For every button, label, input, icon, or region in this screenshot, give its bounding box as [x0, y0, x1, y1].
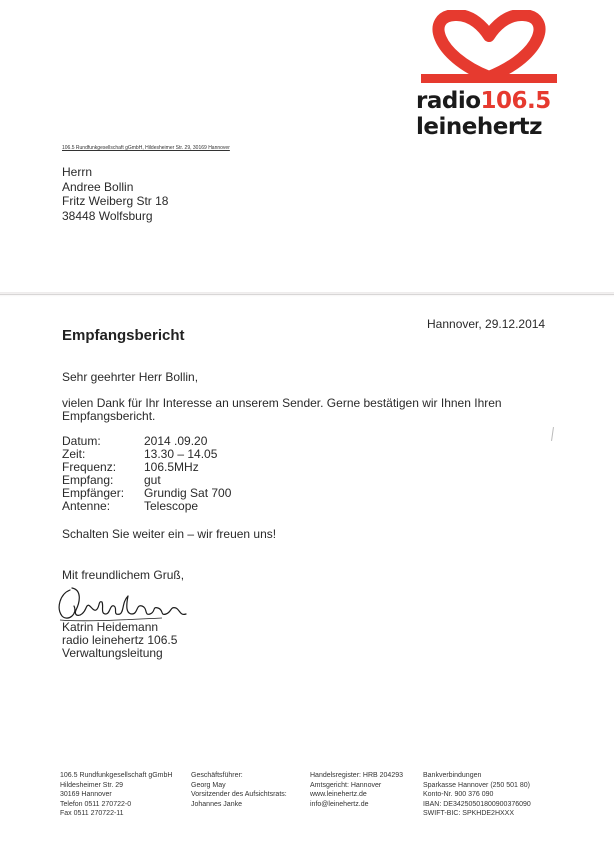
logo	[414, 10, 564, 145]
salutation: Sehr geehrter Herr Bollin,	[62, 370, 199, 384]
margin-mark	[551, 427, 554, 441]
intro-line: vielen Dank für Ihr Interesse an unserem Sender. Gerne bestätigen wir Ihnen Ihren	[62, 396, 502, 410]
recipient-line: 38448 Wolfsburg	[62, 208, 153, 223]
signatory-org: radio leinehertz 106.5	[62, 633, 178, 647]
signatory-name: Katrin Heidemann	[62, 620, 159, 634]
recipient-line: Fritz Weiberg Str 18	[62, 194, 169, 208]
letter-date: Hannover, 29.12.2014	[427, 317, 546, 331]
report-label: Datum:	[62, 434, 101, 448]
report-label: Frequenz:	[62, 460, 117, 474]
recipient-address	[62, 165, 168, 223]
signatory-role: Verwaltungsleitung	[62, 646, 163, 660]
footer-text: Konto-Nr. 900 376 090	[423, 791, 494, 798]
report-value: 13.30 – 14.05	[144, 447, 218, 461]
footer-text: Amtsgericht: Hannover	[310, 781, 382, 789]
report-row	[62, 500, 198, 513]
footer-company	[60, 771, 172, 819]
footer-text: 106.5 Rundfunkgesellschaft gGmbH	[60, 772, 173, 779]
letter-title: Empfangsbericht	[62, 327, 185, 344]
footer-text: Hildesheimer Str. 29	[60, 781, 124, 789]
intro-line: Empfangsbericht.	[62, 409, 156, 423]
footer-text: Telefon 0511 270722-0	[60, 800, 132, 808]
footer-text: Bankverbindungen	[423, 772, 482, 779]
report-value: Telescope	[144, 499, 199, 513]
footer-register	[310, 771, 403, 809]
logo-radio: radio	[416, 88, 481, 114]
footer-text: Johannes Janke	[191, 800, 242, 808]
report-value: 106.5MHz	[144, 460, 199, 474]
footer-text: Fax 0511 270722-11	[60, 810, 124, 817]
footer-text: IBAN: DE34250501800900376090	[423, 800, 531, 808]
footer-management	[191, 771, 287, 809]
footer-email[interactable]: info@leinehertz.de	[310, 800, 369, 808]
logo-frequency: 106.5	[480, 88, 551, 114]
report-label: Empfänger:	[62, 486, 125, 500]
footer-text: Sparkasse Hannover (250 501 80)	[423, 781, 531, 789]
footer-text: Vorsitzender des Aufsichtsrats:	[191, 791, 287, 798]
report-label: Antenne:	[62, 499, 111, 513]
recipient-line: Andree Bollin	[62, 179, 134, 194]
closing-line: Schalten Sie weiter ein – wir freuen uns!	[62, 527, 277, 541]
heart-icon	[414, 10, 564, 90]
footer-text: 30169 Hannover	[60, 791, 112, 798]
footer-bank	[423, 771, 531, 819]
report-value: Grundig Sat 700	[144, 486, 232, 500]
report-value: 2014 .09.20	[144, 434, 208, 448]
footer-text: SWIFT-BIC: SPKHDE2HXXX	[423, 810, 515, 817]
logo-leinehertz: leinehertz	[416, 114, 543, 140]
page-fold-line	[0, 294, 614, 295]
footer-text: Handelsregister: HRB 204293	[310, 772, 403, 779]
footer-text: Georg May	[191, 781, 226, 789]
recipient-line: Herrn	[62, 165, 93, 179]
greeting: Mit freundlichem Gruß,	[62, 568, 185, 582]
report-value: gut	[144, 473, 161, 487]
footer-link[interactable]: www.leinehertz.de	[310, 791, 367, 798]
report-label: Empfang:	[62, 473, 114, 487]
sender-line: 106.5 Rundfunkgesellschaft gGmbH, Hildesheimer Str. 29, 30169 Hannover	[62, 145, 230, 151]
footer-text: Geschäftsführer:	[191, 772, 243, 779]
report-label: Zeit:	[62, 447, 86, 461]
